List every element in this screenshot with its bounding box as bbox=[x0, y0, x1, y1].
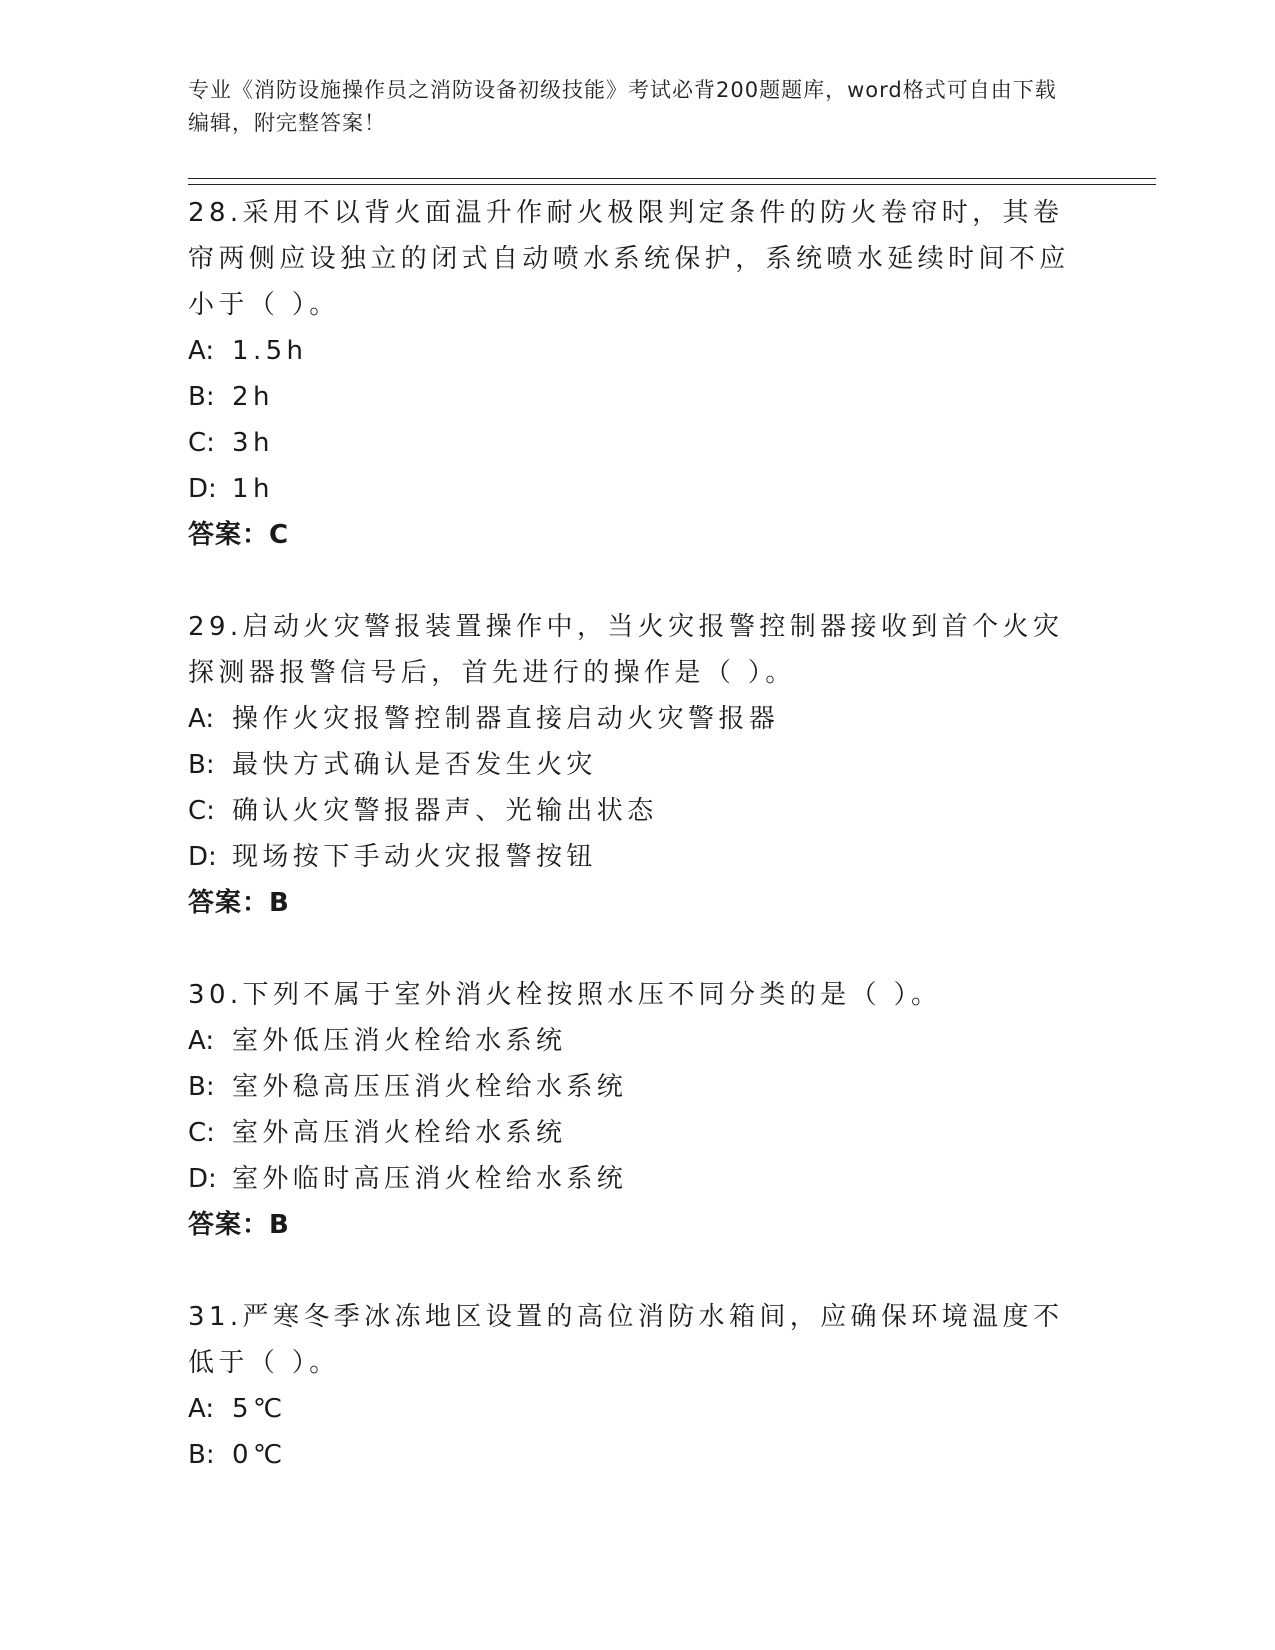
document-header bbox=[188, 74, 1068, 140]
question-28 bbox=[188, 190, 1088, 558]
question-30 bbox=[188, 972, 1088, 1248]
option-d bbox=[188, 466, 1088, 512]
option-text: 室外高压消火栓给水系统 bbox=[232, 1118, 567, 1148]
question-stem: 28.采用不以背火面温升作耐火极限判定条件的防火卷帘时，其卷帘两侧应设独立的闭式自动喷水系统保护，系统喷水延续时间不应小于（ ）。 bbox=[188, 198, 1070, 320]
option-a bbox=[188, 328, 1088, 374]
question-stem: 29.启动火灾警报装置操作中，当火灾报警控制器接收到首个火灾探测器报警信号后，首先进行的操作是（ ）。 bbox=[188, 612, 1064, 688]
option-letter: B: bbox=[188, 1072, 215, 1102]
option-letter: C: bbox=[188, 428, 215, 458]
option-text: 1.5h bbox=[232, 336, 308, 366]
option-letter: A: bbox=[188, 336, 215, 366]
option-text: 0℃ bbox=[232, 1440, 287, 1470]
option-letter: B: bbox=[188, 1440, 215, 1470]
option-c bbox=[188, 420, 1088, 466]
option-text: 现场按下手动火灾报警按钮 bbox=[232, 842, 597, 872]
option-letter: A: bbox=[188, 1026, 215, 1056]
option-letter: B: bbox=[188, 750, 215, 780]
option-text: 5℃ bbox=[232, 1394, 287, 1424]
option-d bbox=[188, 1156, 1088, 1202]
question-list bbox=[188, 190, 1088, 1524]
option-a bbox=[188, 1018, 1088, 1064]
option-a bbox=[188, 1386, 1088, 1432]
option-letter: A: bbox=[188, 1394, 215, 1424]
answer-line: 答案：B bbox=[188, 888, 290, 918]
option-text: 2h bbox=[232, 382, 274, 412]
option-text: 3h bbox=[232, 428, 274, 458]
answer-line: 答案：C bbox=[188, 520, 290, 550]
option-letter: D: bbox=[188, 1164, 217, 1194]
option-letter: D: bbox=[188, 842, 217, 872]
header-divider bbox=[188, 178, 1156, 185]
answer-line: 答案：B bbox=[188, 1210, 290, 1240]
option-letter: D: bbox=[188, 474, 217, 504]
option-letter: A: bbox=[188, 704, 215, 734]
option-letter: B: bbox=[188, 382, 215, 412]
option-d bbox=[188, 834, 1088, 880]
question-stem: 31.严寒冬季冰冻地区设置的高位消防水箱间，应确保环境温度不低于（ ）。 bbox=[188, 1302, 1064, 1378]
option-letter: C: bbox=[188, 796, 215, 826]
option-text: 确认火灾警报器声、光输出状态 bbox=[232, 796, 658, 826]
option-b bbox=[188, 374, 1088, 420]
option-b bbox=[188, 1432, 1088, 1478]
option-letter: C: bbox=[188, 1118, 215, 1148]
option-text: 最快方式确认是否发生火灾 bbox=[232, 750, 597, 780]
option-text: 室外临时高压消火栓给水系统 bbox=[232, 1164, 628, 1194]
option-c bbox=[188, 788, 1088, 834]
option-text: 1h bbox=[232, 474, 274, 504]
option-b bbox=[188, 1064, 1088, 1110]
question-29 bbox=[188, 604, 1088, 926]
option-text: 室外稳高压压消火栓给水系统 bbox=[232, 1072, 628, 1102]
option-c bbox=[188, 1110, 1088, 1156]
option-text: 室外低压消火栓给水系统 bbox=[232, 1026, 567, 1056]
option-a bbox=[188, 696, 1088, 742]
option-b bbox=[188, 742, 1088, 788]
option-text: 操作火灾报警控制器直接启动火灾警报器 bbox=[232, 704, 780, 734]
question-stem: 30.下列不属于室外消火栓按照水压不同分类的是（ ）。 bbox=[188, 980, 942, 1010]
question-31 bbox=[188, 1294, 1088, 1478]
header-text: 专业《消防设施操作员之消防设备初级技能》考试必背200题题库，word格式可自由下载编辑，附完整答案！ bbox=[188, 78, 1057, 135]
